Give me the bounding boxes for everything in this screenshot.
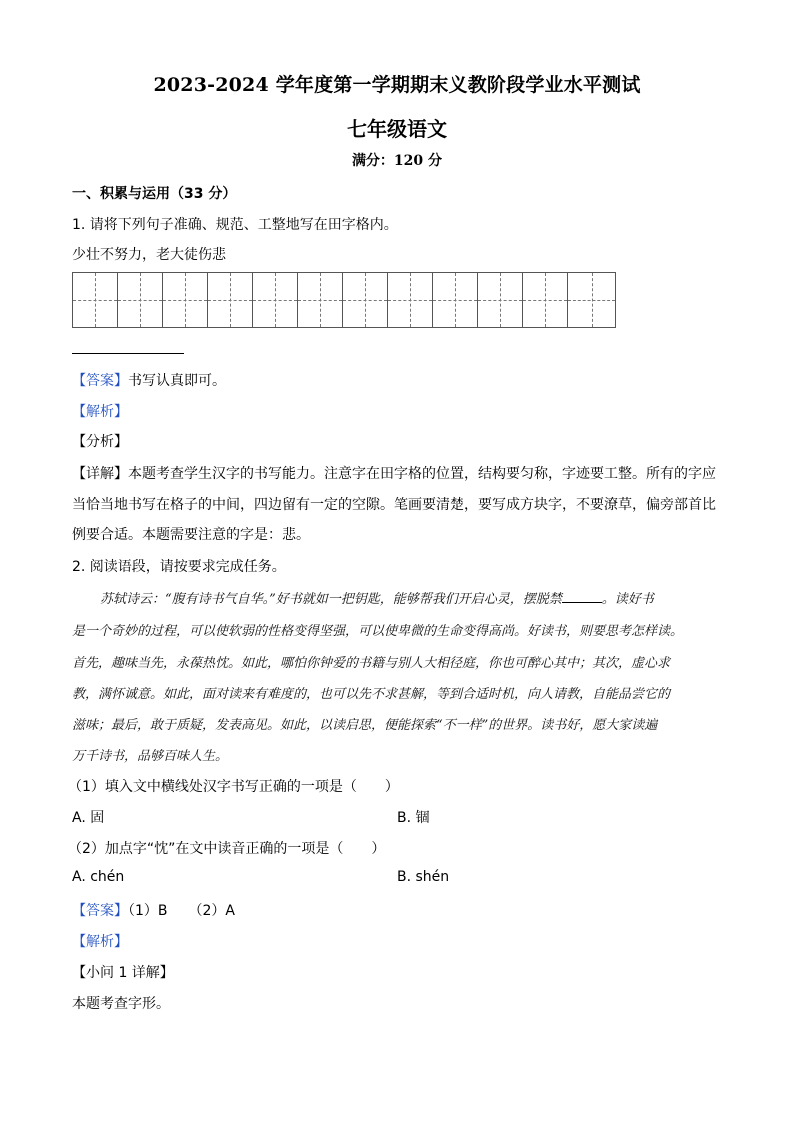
passage-line-1: [100, 588, 760, 607]
separator-rule: [72, 353, 184, 354]
grid-cell: [523, 273, 568, 327]
question-1-sentence: 少壮不努力，老大徒伤悲: [72, 247, 226, 263]
sub2-option-a: A. chén: [72, 869, 125, 885]
exam-subtitle: 七年级语文: [347, 117, 447, 141]
passage-line-3: 首先，趣味当先，永葆热忱。如此，哪怕你钟爱的书籍与别人大相径庭，你也可醉心其中；其次，虚心求: [72, 656, 671, 671]
question-2-prompt: 2. 阅读语段，请按要求完成任务。: [72, 559, 286, 575]
detail-line-3: 例要合适。本题需要注意的字是：悲。: [72, 527, 310, 543]
grid-cell: [163, 273, 208, 327]
analysis-2-tag: 【解析】: [72, 934, 128, 950]
analysis-tag: 【解析】: [72, 404, 128, 420]
grid-cell: [343, 273, 388, 327]
passage-line-2: 是一个奇妙的过程，可以使软弱的性格变得坚强，可以使卑微的生命变得高尚。好读书，则要思考怎样读。: [72, 624, 684, 639]
passage-text-1: 苏轼诗云：“腹有诗书气自华。”好书就如一把钥匙，能够帮我们开启心灵，摆脱禁: [100, 592, 562, 607]
subquestion-2: （2）加点字“忱”在文中读音正确的一项是（ ）: [68, 841, 386, 857]
passage-line-4: 教，满怀诚意。如此，面对读来有难度的，也可以先不求甚解，等到合适时机，向人请教，自能品尝它的: [72, 687, 671, 702]
grid-cell: [208, 273, 253, 327]
answer-2-text: （1）B （2）A: [128, 903, 235, 919]
answer-1: [72, 370, 226, 390]
sub2-option-b: B. shén: [397, 869, 450, 885]
passage-line-5: 滋味；最后，敢于质疑，发表高见。如此，以读启思，便能探索“不一样”的世界。读书好，愿大家读遍: [72, 718, 658, 733]
sub1-option-b: B. 锢: [397, 810, 430, 826]
sub1-option-a: A. 固: [72, 810, 105, 826]
grid-cell: [298, 273, 343, 327]
question-1-prompt: 1. 请将下列句子准确、规范、工整地写在田字格内。: [72, 217, 398, 233]
grid-cell: [433, 273, 478, 327]
grid-cell: [478, 273, 523, 327]
tianzige-grid: [72, 272, 616, 328]
detail-tag: 【详解】: [72, 466, 128, 482]
fenxi-tag: 【分析】: [72, 434, 128, 450]
grid-cell: [388, 273, 433, 327]
exam-title: 2023-2024 学年度第一学期期末义教阶段学业水平测试: [153, 74, 641, 96]
grid-cell: [118, 273, 163, 327]
detail-text-1: 本题考查学生汉字的书写能力。注意字在田字格的位置，结构要匀称，字迹要工整。所有的字应: [128, 466, 716, 482]
answer-2: [72, 900, 235, 920]
passage-line-6: 万千诗书，品够百味人生。: [72, 749, 229, 764]
sub-detail-tag: 【小问 1 详解】: [72, 965, 174, 981]
detail-line-1: [72, 463, 716, 483]
answer-2-tag: 【答案】: [72, 903, 128, 919]
answer-tag: 【答案】: [72, 373, 128, 389]
passage-after-blank: 。读好书: [601, 592, 654, 607]
section-heading: 一、积累与运用（33 分）: [72, 186, 237, 202]
grid-cell: [253, 273, 298, 327]
answer-text: 书写认真即可。: [128, 373, 226, 389]
grid-cell: [568, 273, 615, 327]
passage-blank: [562, 590, 602, 603]
exam-score: 满分：120 分: [351, 153, 443, 169]
subquestion-1: （1）填入文中横线处汉字书写正确的一项是（ ）: [68, 779, 399, 795]
grid-cell: [73, 273, 118, 327]
sub-detail-text: 本题考查字形。: [72, 996, 170, 1012]
detail-line-2: 当恰当地书写在格子的中间，四边留有一定的空隙。笔画要清楚，要写成方块字，不要潦草，偏旁部首比: [72, 497, 716, 513]
